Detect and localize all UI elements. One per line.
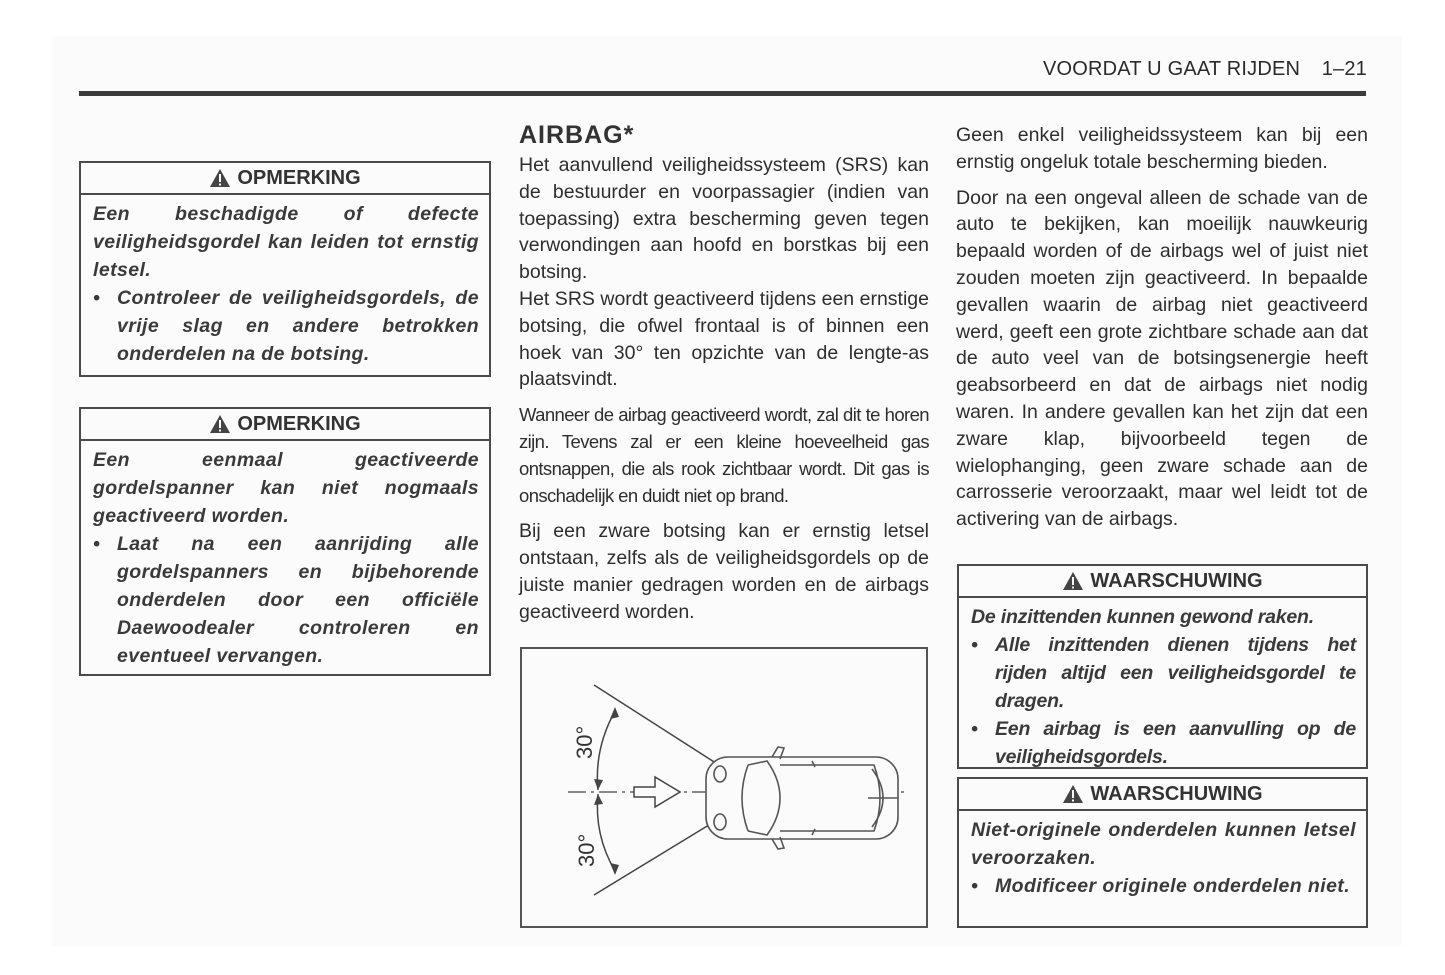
notice-box	[79, 407, 491, 676]
warning-box	[957, 777, 1368, 928]
notice-intro: Een eenmaal geactiveerde gordelspanner kan niet nogmaals geactiveerd worden.	[93, 449, 479, 527]
notice-header	[81, 163, 489, 195]
paragraph: Geen enkel veiligheidssysteem kan bij een ernstig ongeluk totale bescherming bieden.	[956, 124, 1368, 173]
bullet-glyph: •	[93, 533, 101, 555]
page-number: 1–21	[1321, 58, 1367, 80]
bullet-glyph: •	[93, 287, 101, 309]
arrowhead	[594, 779, 603, 790]
warning-triangle-icon	[209, 414, 231, 434]
arrowhead	[594, 794, 603, 805]
angle-label-lower: 30°	[574, 833, 599, 867]
right-column	[956, 122, 1368, 533]
warning-triangle-icon	[1062, 571, 1084, 591]
zone-line-upper	[594, 685, 722, 767]
zone-line-lower	[594, 817, 722, 895]
warning-header	[959, 566, 1366, 598]
airbag-activation-figure	[520, 647, 928, 928]
warning-intro: De inzittenden kunnen gewond raken.	[971, 606, 1314, 628]
notice-box	[79, 161, 491, 377]
warning-bullet: • Een airbag is een aanvulling op de veiligheidsgordels.	[971, 715, 1356, 771]
header-rule	[79, 91, 1366, 96]
section-title: AIRBAG*	[519, 121, 635, 149]
paragraph: Het SRS wordt geactiveerd tijdens een ernstige botsing, die ofwel frontaal is of binnen een hoek van 30° ten opzichte van de lengte-as plaatsvindt.	[519, 287, 929, 391]
angle-arc-lower	[597, 794, 615, 871]
warning-triangle-icon	[209, 168, 231, 188]
bullet-glyph: •	[971, 718, 978, 740]
arrowhead	[610, 863, 619, 875]
warning-box	[957, 564, 1368, 769]
angle-arc-upper	[597, 711, 615, 790]
paragraph: Wanneer de airbag geactiveerd wordt, zal dit te horen zijn. Tevens zal er een kleine hoeveelheid gas ontsnappen, die als rook zichtbaar wordt. Dit gas is onschadelijk en duidt niet op brand.	[519, 404, 929, 506]
paragraph: Het aanvullend veiligheidssysteem (SRS) kan de bestuurder en voorpassagier (indien van toepassing) extra bescherming geven tegen verwondingen aan hoofd en borstkas bij een botsing.	[519, 154, 929, 284]
bullet-glyph: •	[971, 634, 978, 656]
notice-bullet: • Laat na een aanrijding alle gordelspanners en bijbehorende onderdelen door een officiële Daewoodealer controleren en eventueel vervangen.	[93, 530, 479, 670]
middle-column	[519, 120, 929, 626]
warning-intro: Niet-originele onderdelen kunnen letsel veroorzaken.	[971, 819, 1356, 869]
impact-direction-arrow	[634, 777, 680, 807]
notice-label: OPMERKING	[237, 412, 361, 435]
running-header	[1043, 58, 1367, 81]
warning-bullet: • Modificeer originele onderdelen niet.	[971, 872, 1356, 900]
notice-label: OPMERKING	[237, 166, 361, 189]
paragraph: Door na een ongeval alleen de schade van de auto te bekijken, kan moeilijk nauwkeurig bepaald worden of de airbags wel of juist niet zouden moeten zijn geactiveerd. In bepaalde gevallen waarin de airbag niet geactiveerd werd, geeft een grote zichtbare schade aan dat de auto veel van de botsingsenergie heeft geabsorbeerd en dat de airbags niet nodig waren. In andere gevallen kan het zijn dat een zware klap, bijvoorbeeld tegen de wielophanging, geen zware schade aan de carrosserie veroorzaakt, maar wel leidt tot de activering van de airbags.	[956, 186, 1368, 531]
notice-bullet: • Controleer de veiligheidsgordels, de vrije slag en andere betrokken onderdelen na de botsing.	[93, 284, 479, 368]
warning-triangle-icon	[1062, 784, 1084, 804]
angle-label-upper: 30°	[572, 725, 597, 759]
paragraph: Bij een zware botsing kan er ernstig letsel ontstaan, zelfs als de veiligheidsgordels op de juiste manier gedragen worden en de airbags geactiveerd worden.	[519, 520, 929, 623]
warning-bullet: • Alle inzittenden dienen tijdens het rijden altijd een veiligheidsgordel te dragen.	[971, 631, 1356, 715]
warning-label: WAARSCHUWING	[1090, 782, 1263, 805]
bullet-glyph: •	[971, 875, 979, 897]
notice-header	[81, 409, 489, 441]
warning-label: WAARSCHUWING	[1090, 569, 1263, 592]
running-title: VOORDAT U GAAT RIJDEN	[1042, 58, 1301, 80]
notice-intro: Een beschadigde of defecte veiligheidsgordel kan leiden tot ernstig letsel.	[93, 203, 479, 281]
warning-header	[959, 779, 1366, 811]
car-diagram	[522, 649, 926, 926]
car-top-view	[706, 747, 898, 849]
arrowhead	[610, 707, 619, 719]
